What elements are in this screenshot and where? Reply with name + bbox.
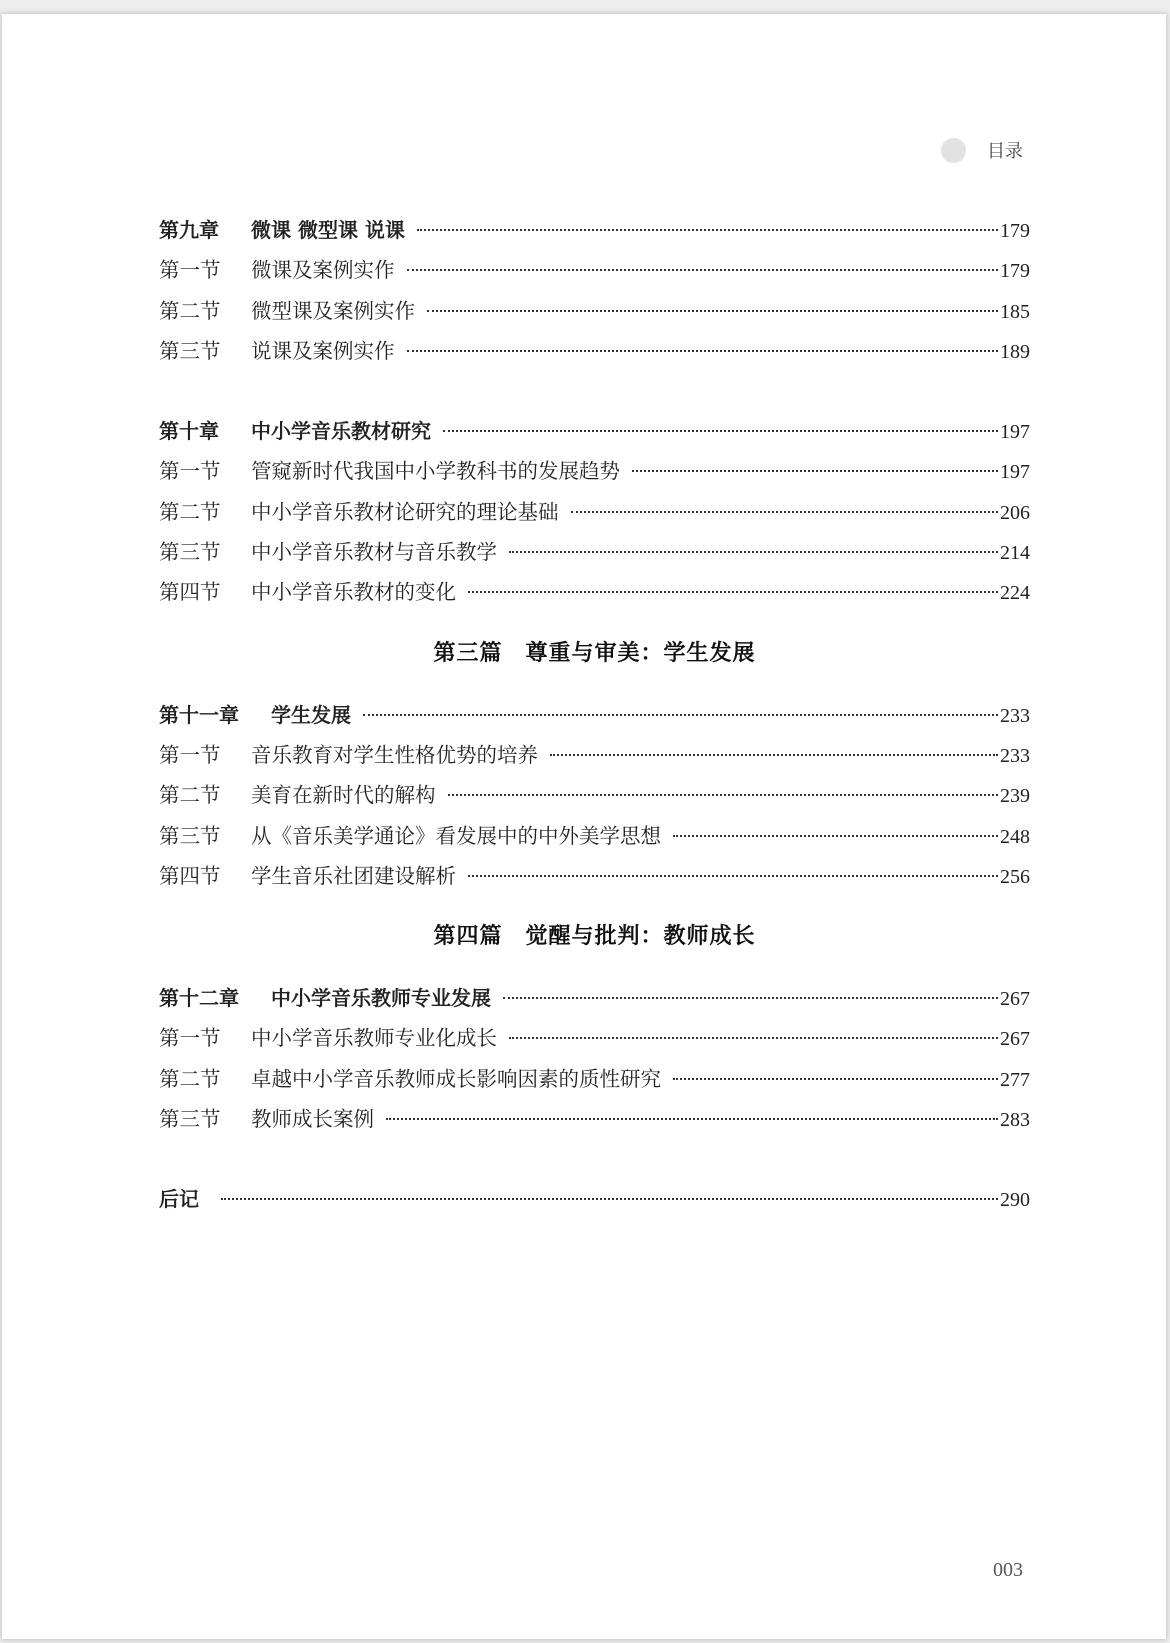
toc-chapter-entry[interactable]	[159, 978, 1030, 1018]
entry-title: 中小学音乐教材论研究的理论基础	[251, 499, 559, 524]
dot-leader	[448, 794, 999, 796]
entry-page-number: 224	[1000, 582, 1030, 605]
entry-title: 音乐教育对学生性格优势的培养	[251, 742, 538, 767]
dot-leader	[407, 269, 999, 271]
entry-number: 第九章	[159, 218, 219, 242]
dot-leader	[468, 875, 998, 877]
book-page	[2, 14, 1166, 1639]
toc-section-entry[interactable]	[159, 291, 1030, 331]
entry-label	[159, 1179, 199, 1219]
toc-spacer	[159, 371, 1030, 411]
toc-chapter-entry[interactable]	[159, 411, 1030, 451]
entry-number: 第一节	[159, 1026, 221, 1051]
toc-spacer	[159, 1139, 1030, 1179]
entry-number: 第十二章	[159, 986, 239, 1011]
entry-number: 第二节	[159, 1066, 221, 1091]
entry-title: 学生发展	[271, 702, 351, 727]
toc-section-entry[interactable]	[159, 572, 1030, 612]
header-circle-icon	[941, 138, 966, 163]
entry-title: 美育在新时代的解构	[251, 783, 436, 808]
entry-page-number: 185	[1000, 300, 1030, 323]
entry-label	[159, 291, 415, 331]
entry-number: 第二节	[159, 499, 221, 524]
entry-label	[159, 816, 661, 856]
entry-number: 第三节	[159, 823, 221, 848]
entry-label	[159, 856, 456, 896]
entry-label	[159, 1059, 661, 1099]
dot-leader	[427, 310, 998, 312]
entry-number: 第一节	[159, 459, 221, 484]
entry-number: 第十章	[159, 419, 219, 444]
part-heading: 第三篇 尊重与审美：学生发展	[433, 640, 756, 666]
entry-label	[159, 1018, 497, 1058]
dot-leader	[417, 229, 998, 231]
entry-number: 第一节	[159, 742, 221, 767]
entry-page-number: 256	[1000, 865, 1030, 888]
entry-title: 管窥新时代我国中小学教科书的发展趋势	[251, 459, 620, 484]
entry-page-number: 233	[1000, 704, 1030, 727]
entry-page-number: 214	[1000, 542, 1030, 565]
toc-section-entry[interactable]	[159, 451, 1030, 491]
toc-section-entry[interactable]	[159, 331, 1030, 371]
entry-page-number: 189	[1000, 340, 1030, 363]
dot-leader	[509, 551, 998, 553]
entry-number: 第二节	[159, 298, 221, 323]
entry-page-number: 197	[1000, 461, 1030, 484]
entry-label	[159, 1099, 374, 1139]
toc-chapter-entry[interactable]	[159, 1179, 1030, 1219]
entry-number: 第四节	[159, 580, 221, 605]
toc-section-entry[interactable]	[159, 1099, 1030, 1139]
entry-title: 中小学音乐教材的变化	[251, 580, 456, 605]
entry-label	[159, 492, 559, 532]
header-title: 目录	[987, 141, 1023, 162]
dot-leader	[550, 754, 998, 756]
entry-title: 微课 微型课 说课	[251, 218, 405, 242]
dot-leader	[571, 511, 999, 513]
toc-section-entry[interactable]	[159, 250, 1030, 290]
toc-section-entry[interactable]	[159, 492, 1030, 532]
entry-page-number: 283	[1000, 1109, 1030, 1132]
entry-number: 第三节	[159, 338, 221, 363]
toc-section-entry[interactable]	[159, 735, 1030, 775]
dot-leader	[673, 1078, 998, 1080]
toc-section-entry[interactable]	[159, 856, 1030, 896]
dot-leader	[509, 1037, 998, 1039]
entry-label	[159, 735, 538, 775]
entry-label	[159, 451, 620, 491]
entry-page-number: 290	[1000, 1189, 1030, 1212]
entry-title: 教师成长案例	[251, 1107, 374, 1132]
entry-number: 第二节	[159, 783, 221, 808]
entry-label	[159, 411, 431, 451]
entry-label	[159, 532, 497, 572]
entry-title: 卓越中小学音乐教师成长影响因素的质性研究	[251, 1066, 661, 1091]
entry-page-number: 233	[1000, 744, 1030, 767]
entry-label	[159, 250, 395, 290]
entry-label	[159, 210, 405, 250]
entry-page-number: 179	[1000, 220, 1030, 242]
entry-title: 从《音乐美学通论》看发展中的中外美学思想	[251, 823, 661, 848]
toc-chapter-entry[interactable]	[159, 695, 1030, 735]
entry-page-number: 267	[1000, 988, 1030, 1011]
entry-title: 中小学音乐教材与音乐教学	[251, 540, 497, 565]
toc-section-entry[interactable]	[159, 532, 1030, 572]
entry-label	[159, 978, 491, 1018]
running-header	[941, 135, 1023, 165]
page-number: 003	[993, 1559, 1023, 1581]
entry-page-number: 197	[1000, 421, 1030, 444]
dot-leader	[468, 591, 998, 593]
entry-title: 中小学音乐教师专业发展	[271, 986, 491, 1011]
dot-leader	[363, 714, 998, 716]
entry-title: 后记	[159, 1187, 199, 1212]
entry-page-number: 277	[1000, 1068, 1030, 1091]
entry-label	[159, 775, 436, 815]
dot-leader	[632, 470, 998, 472]
dot-leader	[221, 1198, 998, 1200]
dot-leader	[673, 835, 998, 837]
entry-title: 说课及案例实作	[251, 338, 395, 363]
toc-section-entry[interactable]	[159, 1018, 1030, 1058]
entry-number: 第十一章	[159, 702, 239, 727]
toc-chapter-entry[interactable]	[159, 210, 1030, 250]
entry-title: 微课及案例实作	[251, 258, 395, 283]
toc-section-entry[interactable]	[159, 1059, 1030, 1099]
entry-label	[159, 695, 351, 735]
entry-title: 微型课及案例实作	[251, 298, 415, 323]
entry-page-number: 206	[1000, 501, 1030, 524]
entry-page-number: 239	[1000, 785, 1030, 808]
dot-leader	[443, 430, 998, 432]
entry-number: 第一节	[159, 258, 221, 283]
dot-leader	[386, 1118, 998, 1120]
toc-section-entry[interactable]	[159, 775, 1030, 815]
entry-number: 第三节	[159, 1107, 221, 1132]
entry-page-number: 179	[1000, 260, 1030, 283]
entry-label	[159, 331, 395, 371]
entry-title: 中小学音乐教材研究	[251, 419, 431, 444]
entry-number: 第三节	[159, 540, 221, 565]
toc-section-entry[interactable]	[159, 816, 1030, 856]
table-of-contents	[159, 210, 1030, 1220]
part-heading: 第四篇 觉醒与批判：教师成长	[433, 924, 756, 950]
entry-label	[159, 572, 456, 612]
entry-title: 中小学音乐教师专业化成长	[251, 1026, 497, 1051]
entry-number: 第四节	[159, 863, 221, 888]
dot-leader	[407, 350, 999, 352]
dot-leader	[503, 997, 998, 999]
entry-page-number: 248	[1000, 825, 1030, 848]
entry-page-number: 267	[1000, 1028, 1030, 1051]
entry-title: 学生音乐社团建设解析	[251, 863, 456, 888]
